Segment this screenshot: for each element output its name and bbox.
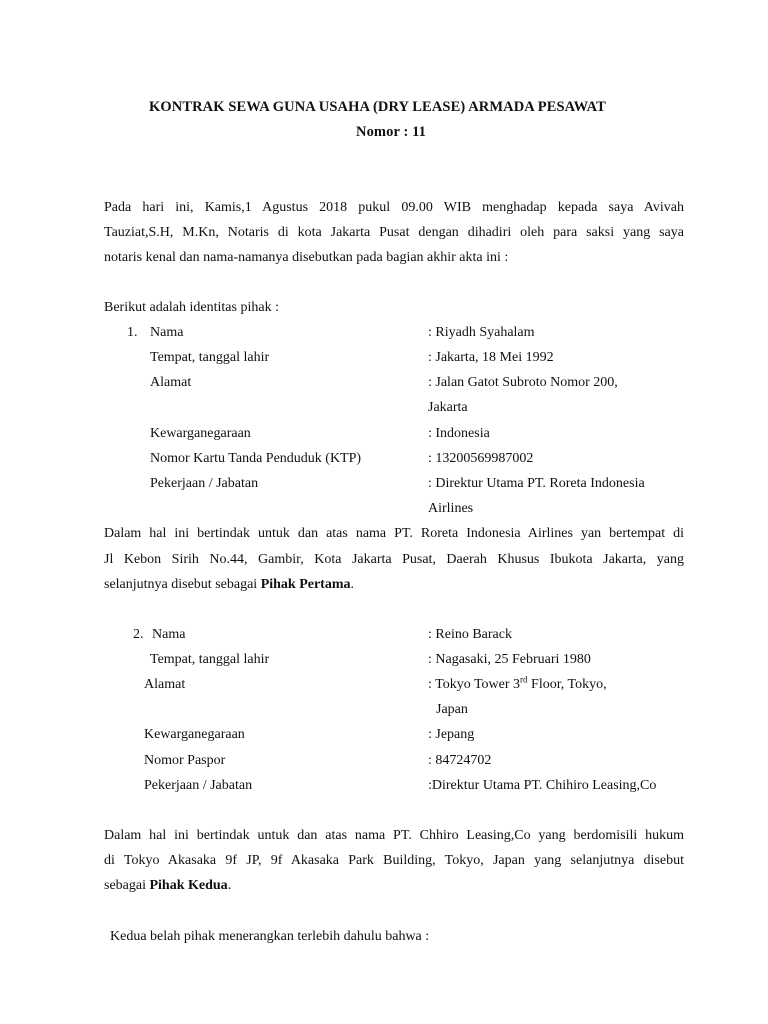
opening-line-1: Pada hari ini, Kamis,1 Agustus 2018 pukul 09.00 WIB menghadap kepada saya Avivah	[104, 200, 684, 215]
party1-id-label: Nomor Kartu Tanda Penduduk (KTP)	[150, 451, 362, 466]
party2-role-label: Pihak Kedua	[149, 878, 228, 893]
party2-desc-period: .	[227, 878, 232, 893]
party1-birth-label: Tempat, tanggal lahir	[150, 350, 270, 365]
party2-citizenship-value: : Jepang	[428, 727, 475, 742]
document-title: KONTRAK SEWA GUNA USAHA (DRY LEASE) ARMADA PESAWAT	[149, 99, 606, 115]
party2-citizenship-label: Kewarganegaraan	[144, 727, 245, 742]
opening-line-2: Tauziat,S.H, M.Kn, Notaris di kota Jakarta Pusat dengan dihadiri oleh para saksi yang saya	[104, 225, 684, 240]
party2-address-text: : Tokyo Tower 3	[428, 677, 521, 692]
party2-address-value	[428, 675, 607, 695]
party2-passport-label: Nomor Paspor	[144, 753, 226, 768]
party2-desc-line-3	[104, 876, 231, 896]
party2-address-sup: rd	[520, 674, 528, 685]
party1-job-value: : Direktur Utama PT. Roreta Indonesia	[428, 476, 645, 491]
identity-intro: Berikut adalah identitas pihak :	[104, 300, 279, 315]
party1-id-value: : 13200569987002	[428, 451, 534, 466]
party2-birth-label: Tempat, tanggal lahir	[150, 652, 270, 667]
opening-line-3: notaris kenal dan nama-namanya disebutkan pada bagian akhir akta ini :	[104, 250, 509, 265]
party1-address-label: Alamat	[150, 375, 192, 390]
party2-desc-text: sebagai	[104, 878, 150, 893]
party1-birth-value: : Jakarta, 18 Mei 1992	[428, 350, 554, 365]
party1-citizenship-value: : Indonesia	[428, 426, 490, 441]
party1-address-value: : Jalan Gatot Subroto Nomor 200,	[428, 375, 618, 390]
party1-job-value-2: Airlines	[428, 501, 474, 516]
party2-address-label: Alamat	[144, 677, 186, 692]
party1-role-label: Pihak Pertama	[260, 577, 351, 592]
party2-address-value-2: Japan	[436, 702, 468, 717]
party1-number: 1.	[127, 325, 138, 340]
party2-name-value: : Reino Barack	[428, 627, 512, 642]
party2-name-label: Nama	[152, 627, 186, 642]
party1-name-value: : Riyadh Syahalam	[428, 325, 535, 340]
closing-statement: Kedua belah pihak menerangkan terlebih dahulu bahwa :	[110, 929, 430, 944]
party2-desc-line-1: Dalam hal ini bertindak untuk dan atas nama PT. Chhiro Leasing,Co yang berdomisili hukum	[104, 828, 684, 843]
party2-job-value: :Direktur Utama PT. Chihiro Leasing,Co	[428, 778, 657, 793]
party1-citizenship-label: Kewarganegaraan	[150, 426, 251, 441]
party1-desc-line-3	[104, 575, 354, 595]
party2-address-text-2: Floor, Tokyo,	[527, 677, 607, 692]
party2-number: 2.	[133, 627, 144, 642]
party1-job-label: Pekerjaan / Jabatan	[150, 476, 259, 491]
party1-desc-period: .	[350, 577, 355, 592]
party2-job-label: Pekerjaan / Jabatan	[144, 778, 253, 793]
party2-desc-line-2: di Tokyo Akasaka 9f JP, 9f Akasaka Park Building, Tokyo, Japan yang selanjutnya disebut	[104, 853, 684, 868]
party2-birth-value: : Nagasaki, 25 Februari 1980	[428, 652, 591, 667]
party1-desc-text: selanjutnya disebut sebagai	[104, 577, 261, 592]
party1-address-value-2: Jakarta	[428, 400, 468, 415]
party1-desc-line-1: Dalam hal ini bertindak untuk dan atas nama PT. Roreta Indonesia Airlines yan bertempat di	[104, 526, 684, 541]
party1-name-label: Nama	[150, 325, 184, 340]
party1-desc-line-2: Jl Kebon Sirih No.44, Gambir, Kota Jakarta Pusat, Daerah Khusus Ibukota Jakarta, yang	[104, 552, 684, 567]
document-number: Nomor : 11	[356, 124, 427, 140]
party2-passport-value: : 84724702	[428, 753, 492, 768]
